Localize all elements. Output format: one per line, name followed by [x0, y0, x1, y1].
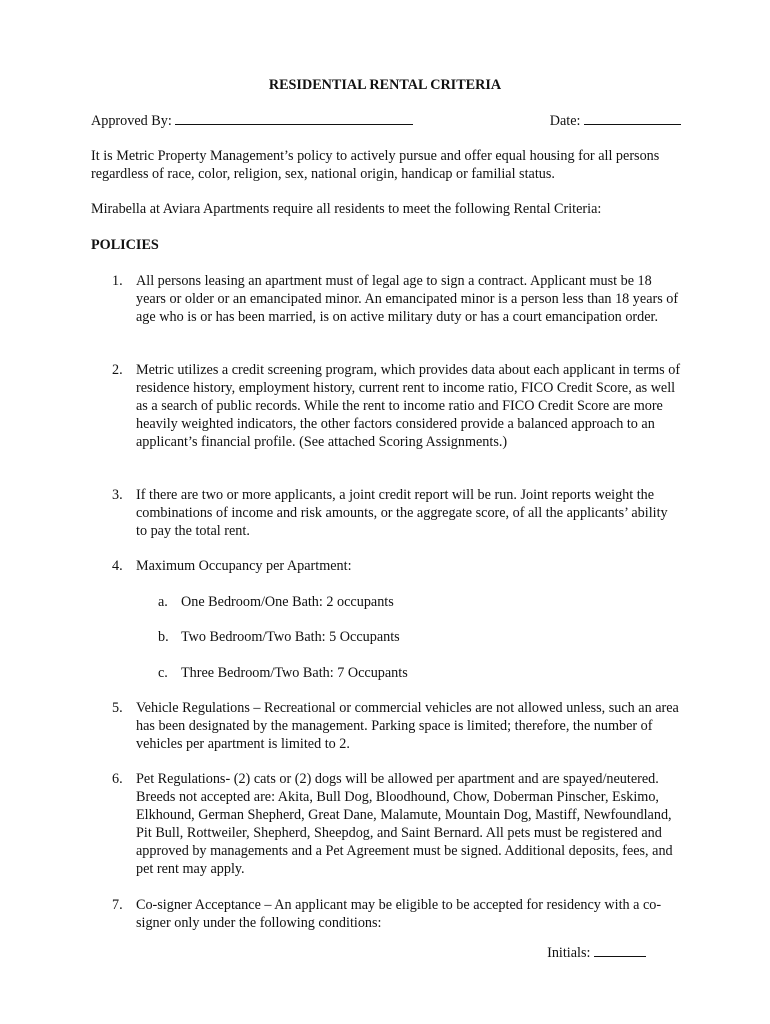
policy-number: 3. [112, 487, 123, 503]
policy-text: Vehicle Regulations – Recreational or commercial vehicles are not allowed unless, such an area has been designated by the management. Parking space is limited; therefore, the number of vehicles per apartment is limited to 2. [136, 700, 679, 752]
policy-text: If there are two or more applicants, a joint credit report will be run. Joint reports weight the combinations of income and risk amounts, or the aggregate score, of all the applicants’ ability to pay the total rent. [136, 487, 668, 539]
occupancy-item [158, 628, 671, 646]
initials-blank[interactable] [594, 944, 646, 957]
date-label: Date: [549, 113, 581, 129]
initials-label: Initials: [547, 945, 591, 961]
approved-by-label: Approved By: [91, 113, 172, 129]
policy-item [112, 699, 681, 753]
intro-paragraph: It is Metric Property Management’s policy to actively pursue and offer equal housing for all persons regardless of race, color, religion, sex, national origin, handicap or familial status. [91, 148, 660, 182]
occupancy-item [158, 664, 671, 682]
occupancy-letter: c. [158, 665, 168, 681]
occupancy-letter: a. [158, 594, 168, 610]
policy-text: All persons leasing an apartment must of legal age to sign a contract. Applicant must be 18 years or older or an emancipated minor. An emancipated minor is a person less than 18 years of age who is or has been married, is on active military duty or has a court emancipation order. [136, 273, 679, 325]
policy-number: 2. [112, 362, 123, 378]
approval-row [91, 112, 681, 130]
policy-item [112, 272, 681, 326]
date-field[interactable] [550, 112, 681, 130]
policy-number: 7. [112, 897, 123, 913]
policy-item [112, 896, 681, 932]
occupancy-text: Three Bedroom/Two Bath: 7 Occupants [181, 665, 408, 681]
policy-number: 1. [112, 273, 123, 289]
policy-item [112, 557, 681, 575]
date-blank[interactable] [584, 112, 681, 125]
policy-item [112, 770, 681, 878]
policy-item [112, 486, 681, 540]
policy-text: Pet Regulations- (2) cats or (2) dogs will be allowed per apartment and are spayed/neutered. Breeds not accepted are: Akita, Bull Dog, Bloodhound, Chow, Doberman Pinscher, Eskimo, Elkhound, German Shepherd, Great Dane, Malamute, Mountain Dog, Mastiff, Newfoundland, Pit Bull, Rottweiler, Shepherd, Sheepdog, and Saint Bernard. All pets must be registered and approved by managements and a Pet Agreement must be signed. Additional deposits, fees, and pet rent may apply. [136, 771, 673, 877]
policy-text: Co-signer Acceptance – An applicant may be eligible to be accepted for residency with a co-signer only under the following conditions: [136, 897, 662, 931]
policy-number: 6. [112, 771, 123, 787]
policies-heading: POLICIES [91, 237, 159, 253]
approved-by-blank[interactable] [175, 112, 413, 125]
occupancy-letter: b. [158, 629, 169, 645]
policy-number: 5. [112, 700, 123, 716]
policy-text: Metric utilizes a credit screening program, which provides data about each applicant in terms of residence history, employment history, current rent to income ratio, FICO Credit Score, as well as a search of public records. While the rent to income ratio and FICO Credit Score are more heavily weighted indicators, the other factors considered provide a balanced approach to an applicant’s financial profile. (See attached Scoring Assignments.) [136, 362, 681, 450]
criteria-paragraph: Mirabella at Aviara Apartments require all residents to meet the following Rental Criteria: [91, 201, 602, 217]
policy-item [112, 361, 681, 451]
occupancy-text: One Bedroom/One Bath: 2 occupants [181, 594, 394, 610]
policy-text: Maximum Occupancy per Apartment: [136, 558, 352, 574]
occupancy-text: Two Bedroom/Two Bath: 5 Occupants [181, 629, 400, 645]
approved-by-field[interactable] [91, 112, 413, 130]
document-title: RESIDENTIAL RENTAL CRITERIA [268, 77, 502, 93]
policy-number: 4. [112, 558, 123, 574]
initials-field[interactable] [547, 944, 646, 962]
occupancy-item [158, 593, 671, 611]
